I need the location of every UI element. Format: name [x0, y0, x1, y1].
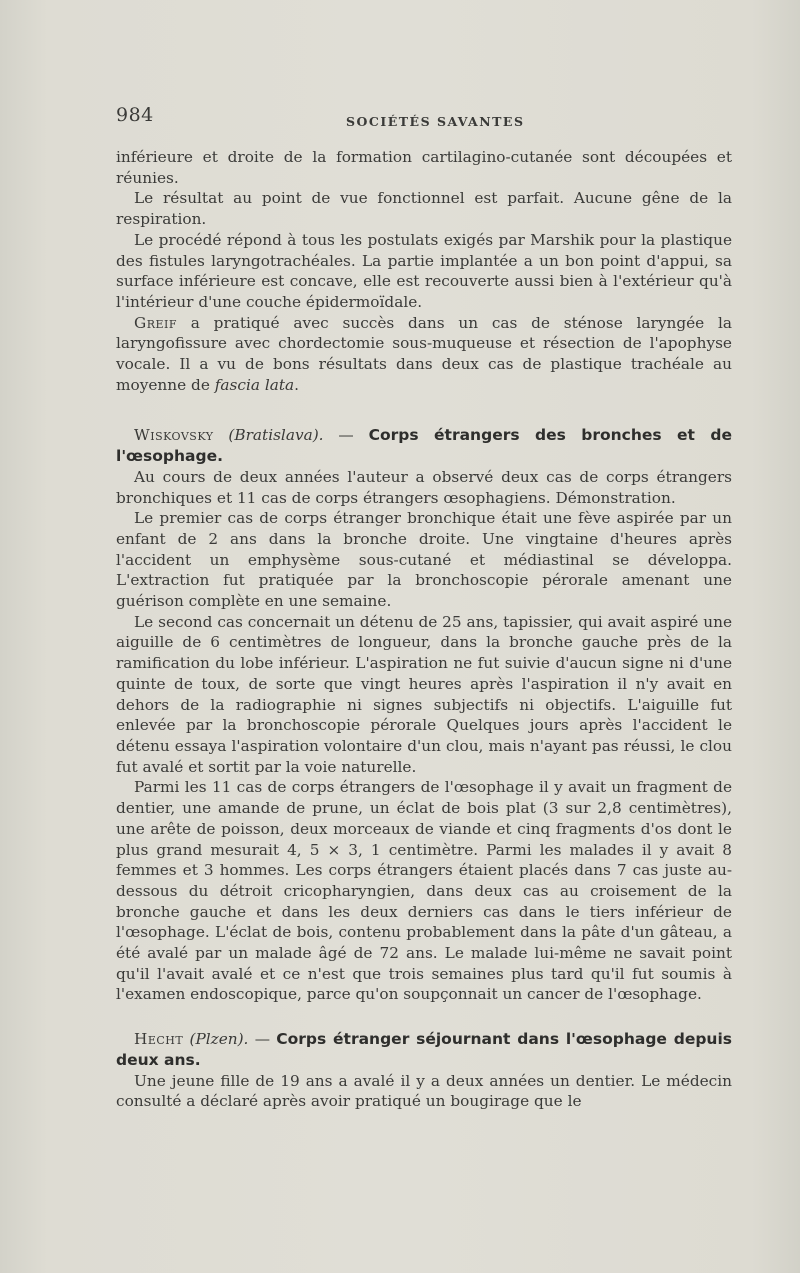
paragraph: Le résultat au point de vue fonctionnel est parfait. Aucune gêne de la respiration.	[116, 189, 732, 229]
section-heading	[116, 1029, 732, 1070]
paragraph-text: .	[294, 375, 299, 394]
section-heading	[116, 425, 732, 466]
author-name: Wiskovsky	[134, 426, 214, 445]
italic-term: fascia lata	[214, 375, 295, 394]
author-place: (Plzen).	[183, 1030, 249, 1049]
section-title: Corps étrangers des bronches et de l'œsophage.	[116, 426, 732, 466]
paragraph-text: a pratiqué avec succès dans un cas de sténose laryngée la laryngofissure avec chordectomie sous-muqueuse et résection de l'apophyse vocale. Il a vu de bons résultats dans deux cas de plastique trachéale au moyenne de	[116, 313, 732, 394]
heading-dash: —	[323, 426, 369, 445]
paragraph: Le second cas concernait un détenu de 25 ans, tapissier, qui avait aspiré une aiguille de 6 centimètres de longueur, dans la bronche gauche près de la ramification du lobe inférieur. L'aspiration ne fut suivie d'aucun signe ni d'une quinte de toux, de sorte que vingt heures après l'aspiration il n'y avait en dehors de la radiographie ni signes subjectifs ni objectifs. L'aiguille fut enlevée par la bronchoscopie pérorale Quelques jours après l'accident le détenu essaya l'aspiration volontaire d'un clou, mais n'ayant pas réussi, le clou fut avalé et sortit par la voie naturelle.	[116, 612, 732, 776]
paragraph: Le procédé répond à tous les postulats exigés par Marshik pour la plastique des fistules laryngotrachéales. La partie implantée a un bon point d'appui, sa surface inférieure est concave, elle est recouverte aussi bien à l'extérieur qu'à l'intérieur d'une couche épidermoïdale.	[116, 230, 732, 311]
paragraph: Au cours de deux années l'auteur a observé deux cas de corps étrangers bronchiques et 11 cas de corps étrangers œsophagiens. Démonstration.	[116, 467, 732, 507]
page-header	[116, 102, 734, 132]
paragraph: Une jeune fille de 19 ans a avalé il y a deux années un dentier. Le médecin consulté a déclaré après avoir pratiqué un bougirage que le	[116, 1071, 732, 1111]
author-name: Greif	[134, 313, 178, 332]
author-place: (Bratislava).	[213, 426, 324, 445]
paragraph	[116, 313, 732, 396]
author-name: Hecht	[134, 1030, 184, 1049]
page-number: 984	[116, 104, 154, 126]
paragraph: Parmi les 11 cas de corps étrangers de l'œsophage il y avait un fragment de dentier, une amande de prune, un éclat de bois plat (3 sur 2,8 centimètres), une arête de poisson, deux morceaux de viande et cinq fragments d'os dont le plus grand mesurait 4, 5 × 3, 1 centimètre. Parmi les malades il y avait 8 femmes et 3 hommes. Les corps étrangers étaient placés dans 7 cas juste au-dessous du détroit cricopharyngien, dans deux cas au croisement de la bronche gauche et dans les deux derniers cas dans le tiers inférieur de l'œsophage. L'éclat de bois, contenu probablement dans la pâte d'un gâteau, a été avalé par un malade âgé de 72 ans. Le malade lui-même ne savait point qu'il l'avait avalé et ce n'est que trois semaines plus tard qu'il fut soumis à l'examen endoscopique, parce qu'on soupçonnait un cancer de l'œsophage.	[116, 778, 732, 1004]
article-body	[116, 147, 732, 1112]
running-head: SOCIÉTÉS SAVANTES	[346, 114, 525, 129]
section-title: Corps étranger séjournant dans l'œsophage depuis deux ans.	[116, 1030, 733, 1069]
paragraph: Le premier cas de corps étranger bronchique était une fève aspirée par un enfant de 2 ans dans la bronche droite. Une vingtaine d'heures après l'accident un emphysème sous-cutané et médiastinal se développa. L'extraction fut pratiquée par la bronchoscopie pérorale amenant une guérison complète en une semaine.	[116, 509, 732, 611]
heading-dash: —	[248, 1030, 277, 1049]
paragraph: inférieure et droite de la formation cartilagino-cutanée sont découpées et réunies.	[116, 148, 732, 187]
